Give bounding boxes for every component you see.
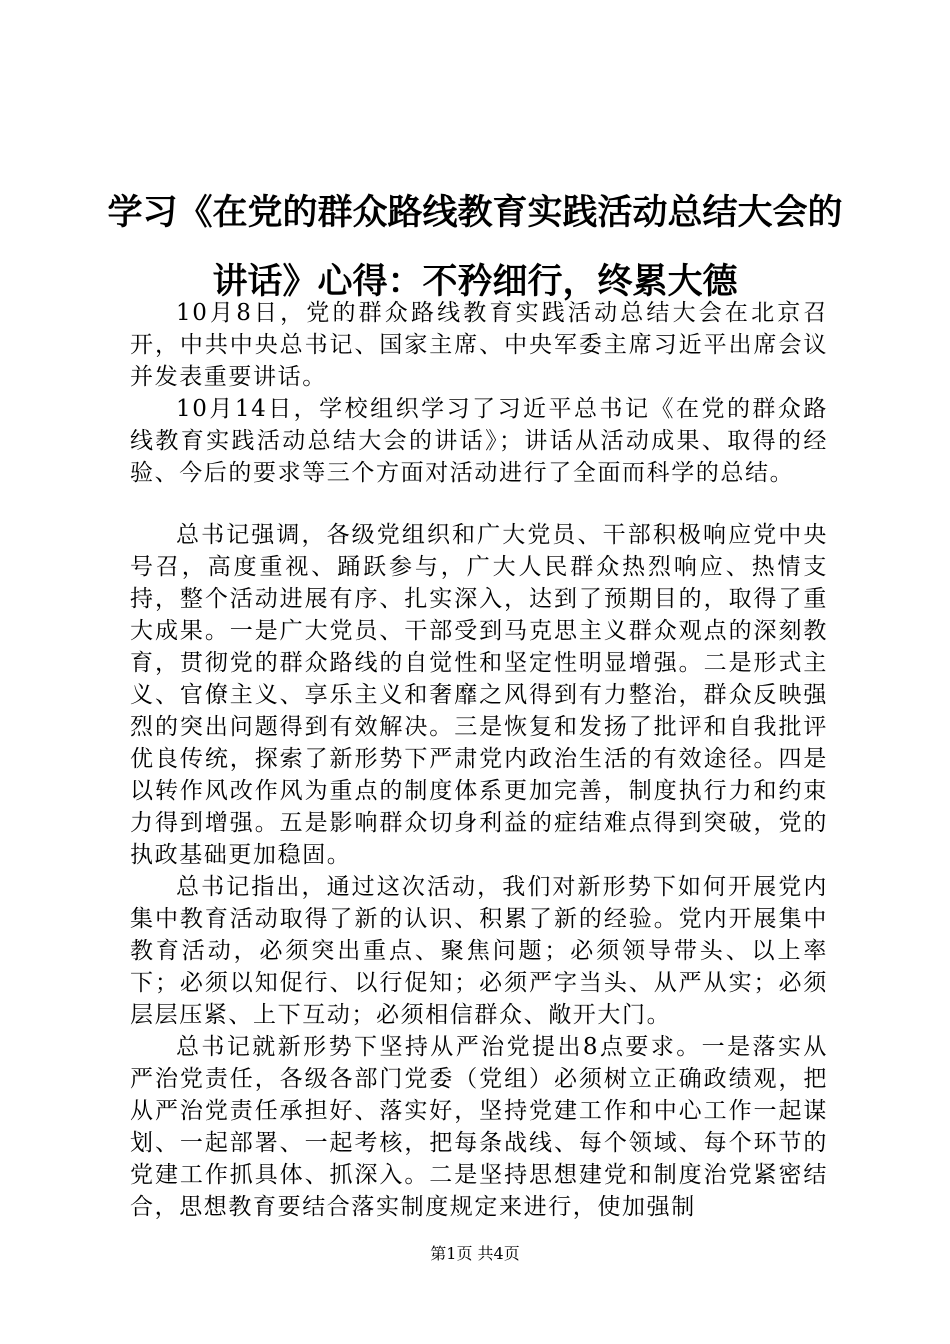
paragraph-5: 总书记就新形势下坚持从严治党提出8点要求。一是落实从严治党责任，各级各部门党委（党组）必须树立正确政绩观，把从严治党责任承担好、落实好，坚持党建工作和中心工作一起谋划、一起部署、一起考核，把每条战线、每个领域、每个环节的党建工作抓具体、抓深入。二是坚持思想建党和制度治党紧密结合，思想教育要结合落实制度规定来进行，使加强制 xyxy=(130,1034,828,1220)
document-body xyxy=(130,297,828,1223)
paragraph-4: 总书记指出，通过这次活动，我们对新形势下如何开展党内集中教育活动取得了新的认识、积累了新的经验。党内开展集中教育活动，必须突出重点、聚焦问题；必须领导带头、以上率下；必须以知促行、以行促知；必须严字当头、从严从实；必须层层压紧、上下互动；必须相信群众、敞开大门。 xyxy=(130,874,828,1028)
document-title: 学习《在党的群众路线教育实践活动总结大会的讲话》心得：不矜细行，终累大德 xyxy=(107,192,843,302)
paragraph-2: 10月14日，学校组织学习了习近平总书记《在党的群众路线教育实践活动总结大会的讲话》；讲话从活动成果、取得的经验、今后的要求等三个方面对活动进行了全面而科学的总结。 xyxy=(130,396,828,486)
page-number-footer: 第1页 共4页 xyxy=(430,1244,520,1263)
paragraph-1: 10月8日，党的群众路线教育实践活动总结大会在北京召开，中共中央总书记、国家主席、中央军委主席习近平出席会议并发表重要讲话。 xyxy=(130,300,828,390)
paragraph-3: 总书记强调，各级党组织和广大党员、干部积极响应党中央号召，高度重视、踊跃参与，广大人民群众热烈响应、热情支持，整个活动进展有序、扎实深入，达到了预期目的，取得了重大成果。一是广大党员、干部受到马克思主义群众观点的深刻教育，贯彻党的群众路线的自觉性和坚定性明显增强。二是形式主义、官僚主义、享乐主义和奢靡之风得到有力整治，群众反映强烈的突出问题得到有效解决。三是恢复和发扬了批评和自我批评优良传统，探索了新形势下严肃党内政治生活的有效途径。四是以转作风改作风为重点的制度体系更加完善，制度执行力和约束力得到增强。五是影响群众切身利益的症结难点得到突破，党的执政基础更加稳固。 xyxy=(130,522,828,868)
